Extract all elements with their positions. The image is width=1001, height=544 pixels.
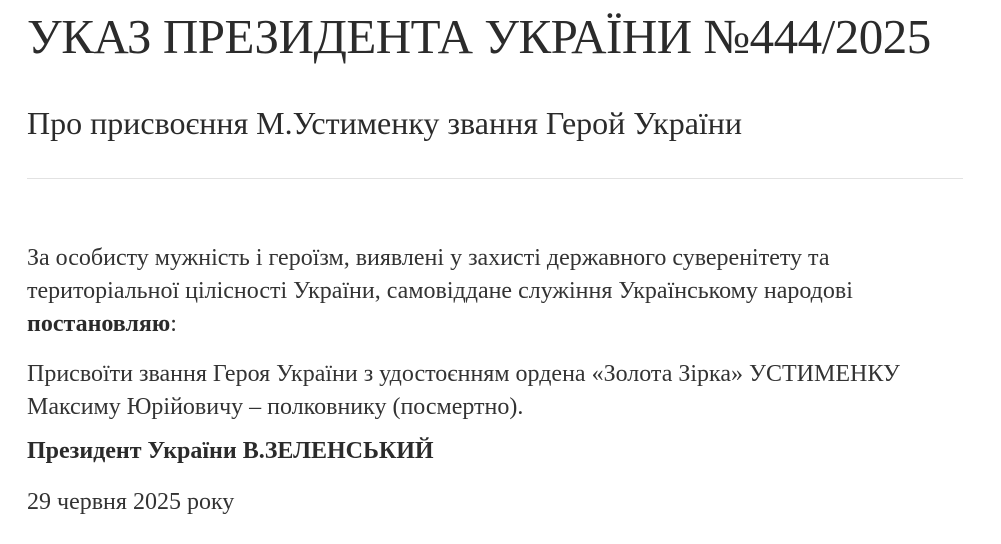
date-line: 29 червня 2025 року xyxy=(27,489,235,515)
signature-line: Президент України В.ЗЕЛЕНСЬКИЙ xyxy=(27,438,434,464)
preamble-paragraph xyxy=(27,242,963,341)
decree-title: УКАЗ ПРЕЗИДЕНТА УКРАЇНИ №444/2025 xyxy=(27,9,931,64)
divider xyxy=(27,178,963,179)
resolve-punctuation: : xyxy=(170,311,177,337)
decree-subtitle: Про присвоєння М.Устименку звання Герой України xyxy=(27,105,743,141)
award-paragraph: Присвоїти звання Героя України з удостоєнням ордена «Золота Зірка» УСТИМЕНКУ Максиму Юрійовичу – полковнику (посмертно). xyxy=(27,361,900,420)
preamble-text: За особисту мужність і героїзм, виявлені у захисті державного суверенітету та територіальної цілісності України, самовіддане служіння Українському народові xyxy=(27,245,853,304)
resolve-word: постановляю xyxy=(27,311,171,337)
